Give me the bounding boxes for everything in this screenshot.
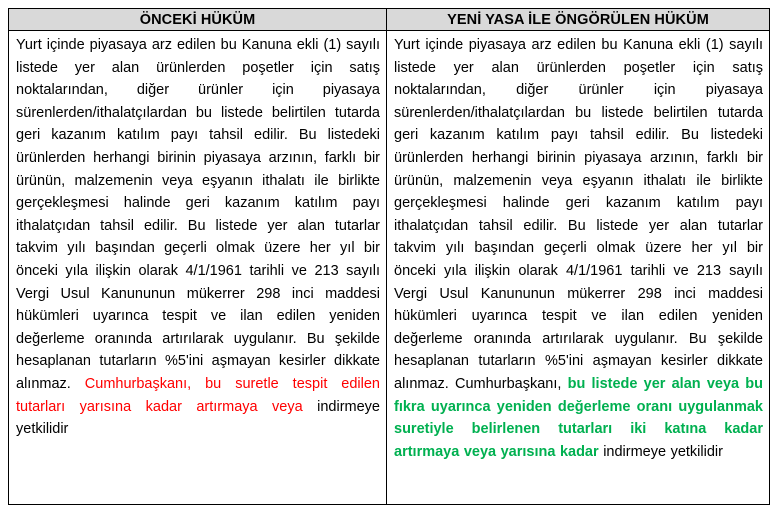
new-provision-header: YENİ YASA İLE ÖNGÖRÜLEN HÜKÜM — [387, 9, 770, 31]
new-provision-highlight: bu listede yer alan veya bu fıkra uyarınca yeniden değerleme oranı uygulanmak suretiyle belirlenen tutarları iki katına kadar artırmaya veya yarısına kadar — [394, 375, 763, 460]
new-provision-tail: indirmeye yetkilidir — [603, 443, 723, 460]
previous-provision-cell — [9, 31, 387, 505]
new-provision-cell — [387, 31, 770, 505]
previous-provision-header: ÖNCEKİ HÜKÜM — [9, 9, 387, 31]
previous-provision-tail: indirmeye yetkilidir — [16, 398, 380, 438]
content-row — [9, 31, 770, 505]
header-row — [9, 9, 770, 31]
previous-provision-text — [16, 34, 380, 441]
new-provision-body: Yurt içinde piyasaya arz edilen bu Kanuna ekli (1) sayılı listede yer alan ürünlerden poşetler için satış noktalarından, diğer ürünler için piyasaya sürenlerden/ithalatçılardan bu listede belirtilen tutarda geri kazanım katılım payı tahsil edilir. Bu listedeki ürünlerden herhangi birinin piyasaya arzının, farklı bir ürünün, malzemenin veya eşyanın ithalatı ile birlikte gerçekleşmesi halinde geri kazanım katılım payı ithalatçıdan tahsil edilir. Bu listede yer alan tutarlar takvim yılı başından geçerli olmak üzere her yıl bir önceki yıla ilişkin olarak 4/1/1961 tarihli ve 213 sayılı Vergi Usul Kanununun mükerrer 298 inci maddesi hükümleri uyarınca tespit ve ilan edilen yeniden değerleme oranında artırılarak uygulanır. Bu şekilde hesaplanan tutarların %5'ini aşmayan kesirler dikkate alınmaz. Cumhurbaşkanı, — [394, 37, 763, 392]
previous-provision-highlight: Cumhurbaşkanı, bu suretle tespit edilen tutarları yarısına kadar artırmaya veya — [16, 375, 380, 415]
new-provision-text — [394, 34, 763, 463]
previous-provision-body: Yurt içinde piyasaya arz edilen bu Kanuna ekli (1) sayılı listede yer alan ürünlerden poşetler için satış noktalarından, diğer ürünler için piyasaya sürenlerden/ithalatçılardan bu listede belirtilen tutarda geri kazanım katılım payı tahsil edilir. Bu listedeki ürünlerden herhangi birinin piyasaya arzının, farklı bir ürünün, malzemenin veya eşyanın ithalatı ile birlikte gerçekleşmesi halinde geri kazanım katılım payı ithalatçıdan tahsil edilir. Bu listede yer alan tutarlar takvim yılı başından geçerli olmak üzere her yıl bir önceki yıla ilişkin olarak 4/1/1961 tarihli ve 213 sayılı Vergi Usul Kanununun mükerrer 298 inci maddesi hükümleri uyarınca tespit ve ilan edilen yeniden değerleme oranında artırılarak uygulanır. Bu şekilde hesaplanan tutarların %5'ini aşmayan kesirler dikkate alınmaz. — [16, 37, 380, 392]
comparison-table — [8, 8, 770, 505]
